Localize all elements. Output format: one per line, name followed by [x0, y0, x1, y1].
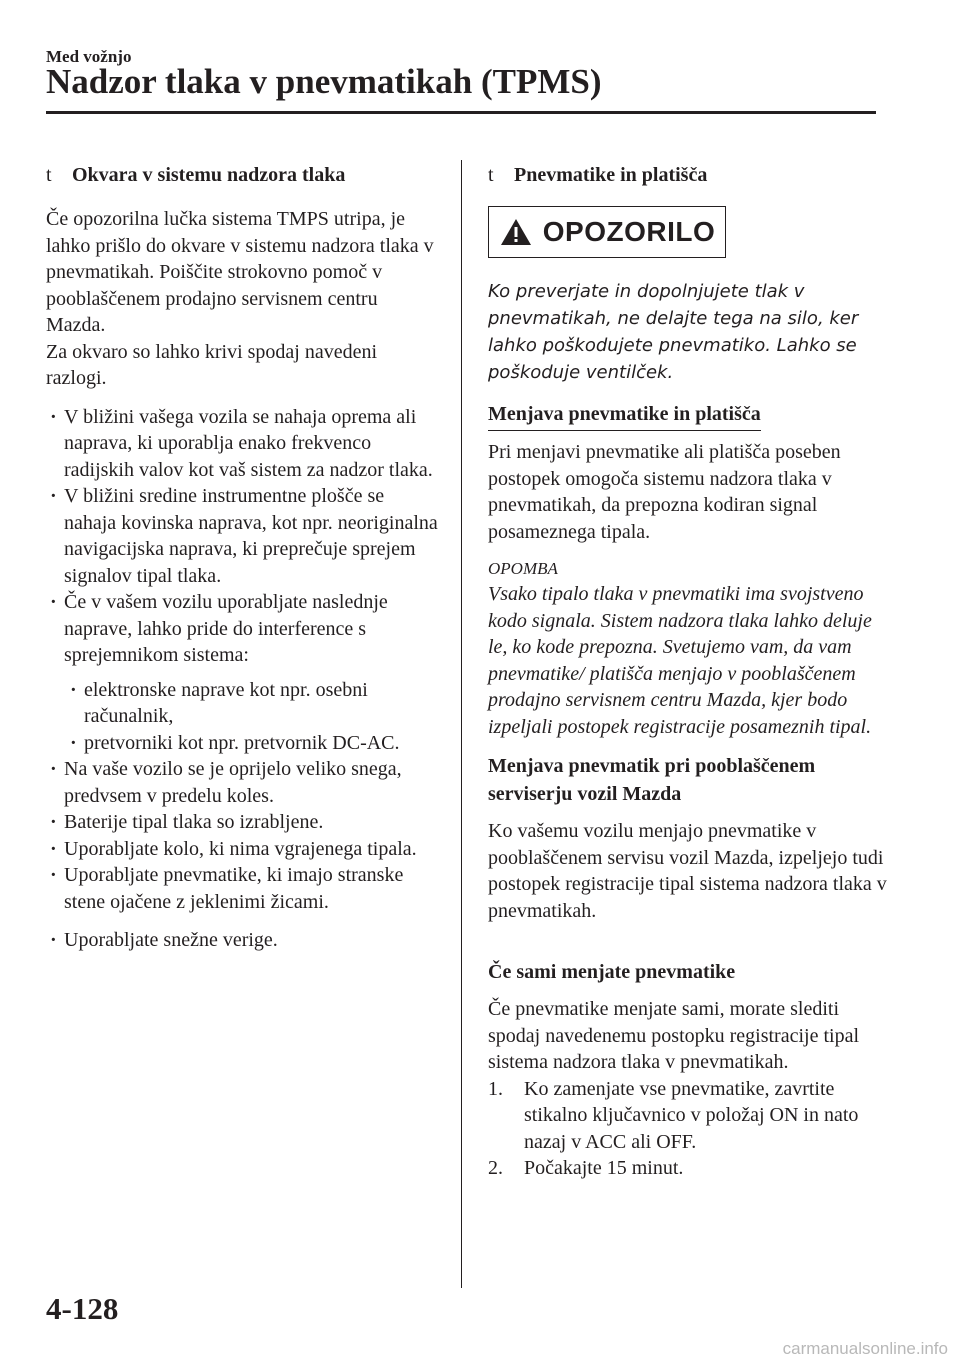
right-column	[488, 160, 888, 1182]
list-item: · Uporabljate snežne verige.	[46, 927, 438, 954]
tires-heading-text: Pnevmatike in platišča	[514, 164, 708, 186]
sub-list-item: · elektronske naprave kot npr. osebni računalnik,	[64, 677, 438, 730]
watermark: carmanualsonline.info	[782, 1339, 948, 1358]
intro-reasons: Za okvaro so lahko krivi spodaj navedeni razlogi.	[46, 340, 378, 389]
warning-label: OPOZORILO	[542, 216, 716, 247]
registration-steps	[488, 1076, 888, 1182]
column-divider	[461, 160, 462, 1288]
list-item: · V bližini sredine instrumentne plošče se nahaja kovinska naprava, kot npr. neoriginalna navigacijska naprava, ki preprečuje sprejem signalov tipal tlaka.	[46, 483, 438, 589]
step-item	[488, 1155, 888, 1182]
list-item: · Uporabljate pnevmatike, ki imajo stranske stene ojačene z jeklenimi žicami.	[46, 862, 438, 915]
tire-change-text: Pri menjavi pnevmatike ali platišča poseben postopek omogoča sistemu nadzora tlaka v pnevmatikah, da prepozna kodiran signal posameznega tipala.	[488, 441, 841, 543]
heading-marker: t	[488, 164, 494, 186]
step-number: 1.	[488, 1077, 503, 1100]
step-text: Ko zamenjate vse pnevmatike, zavrtite stikalno ključavnico v položaj ON in nato nazaj v ACC ali OFF.	[524, 1077, 859, 1153]
tire-change-heading: Menjava pnevmatike in platišča	[488, 400, 761, 431]
note-text: Vsako tipalo tlaka v pnevmatiki ima svojstveno kodo signala. Sistem nadzora tlaka lahko deluje le, ko kode prepozna. Svetujemo vam, da vam pnevmatike/ platišča menjajo v pooblaščenem prodajno servisnem centru Mazda, kjer bodo izpeljali postopek registracije posameznih tipal.	[488, 583, 872, 738]
heading-marker: t	[46, 164, 52, 186]
page-number: 4-128	[46, 1291, 119, 1326]
dealer-change-text: Ko vašemu vozilu menjajo pnevmatike v pooblaščenem servisu vozil Mazda, izpeljejo tudi postopek registracije tipal sistema nadzora tlaka v pnevmatikah.	[488, 820, 887, 922]
intro-paragraph: Če opozorilna lučka sistema TMPS utripa, je lahko prišlo do okvare v sistemu nadzora tlaka v pnevmatikah. Poiščite strokovno pomoč v pooblaščenem prodajno servisnem centru Mazda.	[46, 208, 434, 336]
step-item	[488, 1076, 888, 1156]
sub-list-item: · pretvorniki kot npr. pretvornik DC-AC.	[64, 730, 438, 757]
malfunction-heading	[46, 160, 438, 190]
note-label: OPOMBA	[488, 559, 558, 578]
list-item-text: Če v vašem vozilu uporabljate naslednje naprave, lahko pride do interference s sprejemnikom sistema:	[64, 591, 388, 666]
list-item: · Uporabljate kolo, ki nima vgrajenega tipala.	[46, 836, 438, 863]
warning-text: Ko preverjate in dopolnjujete tlak v pnevmatikah, ne delajte tega na silo, ker lahko poškodujete pnevmatiko. Lahko se poškoduje ventilček.	[488, 281, 859, 383]
list-item	[46, 589, 438, 756]
list-item: · V bližini vašega vozila se nahaja oprema ali naprava, ki uporablja enako frekvenco radijskih valov kot vaš sistem za nadzor tlaka.	[46, 404, 438, 484]
warning-triangle-icon	[499, 217, 533, 247]
tires-heading	[488, 160, 888, 190]
title-rule	[46, 111, 876, 114]
left-column	[46, 160, 438, 954]
step-number: 2.	[488, 1157, 503, 1179]
malfunction-heading-text: Okvara v sistemu nadzora tlaka	[72, 164, 346, 186]
warning-box	[488, 206, 726, 258]
reasons-list	[46, 404, 438, 954]
step-text: Počakajte 15 minut.	[524, 1157, 684, 1179]
devices-sublist	[64, 677, 438, 757]
page-title: Nadzor tlaka v pnevmatikah (TPMS)	[46, 62, 602, 101]
list-item: · Baterije tipal tlaka so izrabljene.	[46, 809, 438, 836]
dealer-change-heading: Menjava pnevmatik pri pooblaščenem serviserju vozil Mazda	[488, 755, 816, 805]
self-change-text: Če pnevmatike menjate sami, morate slediti spodaj navedenemu postopku registracije tipal sistema nadzora tlaka v pnevmatikah.	[488, 998, 860, 1073]
section-label: Med vožnjo	[46, 47, 132, 66]
list-item: · Na vaše vozilo se je oprijelo veliko snega, predvsem v predelu koles.	[46, 756, 438, 809]
self-change-heading: Če sami menjate pnevmatike	[488, 961, 736, 983]
